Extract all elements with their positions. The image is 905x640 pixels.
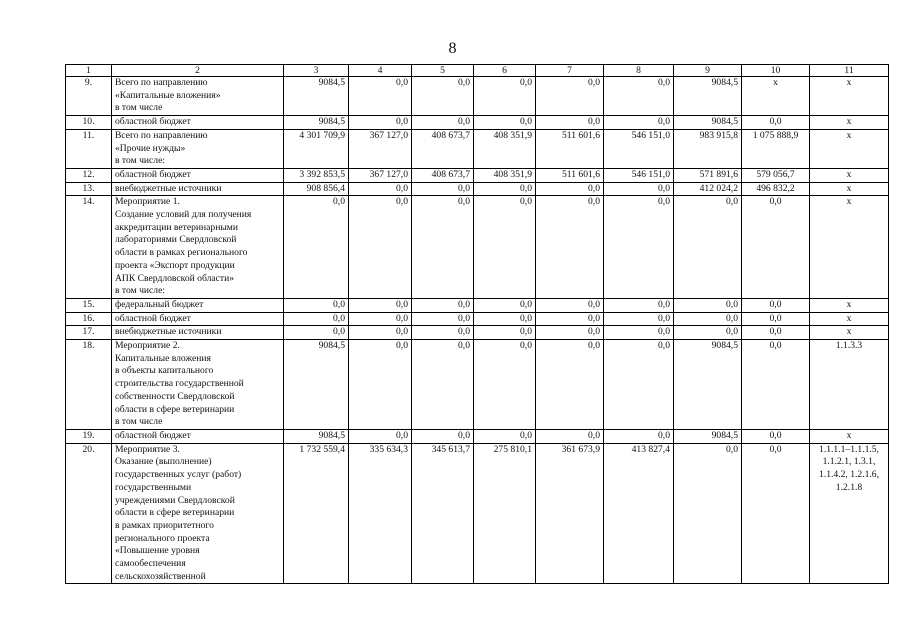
amount-cell: 413 827,4 [604,443,674,584]
row-number: 20. [66,443,112,584]
amount-cell: 0,0 [412,326,474,340]
amount-cell: 0,0 [412,196,474,299]
description-line: «Капитальные вложения» [115,89,221,101]
amount-cell: 0,0 [284,196,349,299]
header-cell: 6 [474,65,536,77]
table-row [66,116,889,130]
description-line: строительства государственной [115,378,244,390]
amount-cell-col10: 0,0 [742,429,810,443]
amount-cell: 0,0 [674,443,742,584]
amount-cell: 546 151,0 [604,168,674,182]
description-line: АПК Свердловской области» [115,272,235,284]
table-row [66,129,889,168]
amount-cell-col10: 0,0 [742,116,810,130]
description-line: «Повышение уровня [115,545,200,557]
amount-cell: 3 392 853,5 [284,168,349,182]
amount-cell: 0,0 [349,196,412,299]
amount-cell: 0,0 [474,326,536,340]
amount-cell: 0,0 [412,312,474,326]
header-cell: 7 [536,65,604,77]
budget-table [65,64,889,584]
target-indicator-cell: 1.1.3.3 [810,340,889,430]
table-row [66,182,889,196]
amount-cell: 412 024,2 [674,182,742,196]
description-line: государственными [115,481,192,493]
table-row [66,429,889,443]
table-row [66,196,889,299]
amount-cell-col10: 0,0 [742,326,810,340]
amount-cell: 0,0 [536,77,604,116]
amount-cell: 408 351,9 [474,168,536,182]
amount-cell: 0,0 [412,116,474,130]
row-number: 15. [66,298,112,312]
amount-cell: 0,0 [412,77,474,116]
amount-cell: 0,0 [412,298,474,312]
amount-cell: 408 673,7 [412,168,474,182]
description-line: Всего по направлению [115,77,208,88]
description-line: Мероприятие 1. [115,196,180,208]
row-description [112,340,284,430]
amount-cell: 0,0 [474,77,536,116]
amount-cell: 0,0 [536,196,604,299]
description-line: лабораториями Свердловской [115,234,237,246]
amount-cell: 0,0 [604,312,674,326]
amount-cell-col10: 1 075 888,9 [742,129,810,168]
header-row [66,65,889,77]
description-line: аккредитации ветеринарными [115,221,238,233]
amount-cell: 0,0 [349,326,412,340]
description-line: собственности Свердловской [115,390,235,402]
description-line: в объекты капитального [115,365,214,377]
amount-cell: 408 351,9 [474,129,536,168]
amount-cell: 0,0 [604,116,674,130]
row-description [112,326,284,340]
description-line: области в сфере ветеринарии [115,507,235,519]
table-row [66,298,889,312]
row-number: 19. [66,429,112,443]
header-cell: 10 [742,65,810,77]
row-number: 13. [66,182,112,196]
amount-cell: 9084,5 [674,429,742,443]
target-indicator-cell: х [810,168,889,182]
header-cell: 1 [66,65,112,77]
amount-cell: 0,0 [349,116,412,130]
row-description [112,443,284,584]
row-number: 16. [66,312,112,326]
amount-cell: 0,0 [284,298,349,312]
row-description [112,429,284,443]
amount-cell: 0,0 [536,429,604,443]
row-number: 17. [66,326,112,340]
amount-cell: 0,0 [536,116,604,130]
amount-cell: 367 127,0 [349,168,412,182]
amount-cell: 9084,5 [674,77,742,116]
description-line: в том числе: [115,285,166,297]
amount-cell-col10: 0,0 [742,298,810,312]
description-line: проекта «Экспорт продукции [115,259,235,271]
amount-cell: 275 810,1 [474,443,536,584]
row-description [112,129,284,168]
table-row [66,77,889,116]
amount-cell: 0,0 [474,312,536,326]
table-row [66,326,889,340]
description-line: области в сфере ветеринарии [115,403,235,415]
amount-cell-col10: 0,0 [742,196,810,299]
target-indicator-cell: х [810,298,889,312]
amount-cell: 0,0 [674,326,742,340]
amount-cell: 0,0 [474,429,536,443]
amount-cell-col10: 496 832,2 [742,182,810,196]
amount-cell: 0,0 [349,429,412,443]
description-line: в том числе: [115,155,166,167]
row-number: 10. [66,116,112,130]
amount-cell: 0,0 [674,312,742,326]
amount-cell: 0,0 [284,326,349,340]
table-row [66,312,889,326]
row-number: 14. [66,196,112,299]
amount-cell: 0,0 [474,182,536,196]
amount-cell-col10: 0,0 [742,340,810,430]
amount-cell: 0,0 [604,196,674,299]
header-cell: 8 [604,65,674,77]
target-indicator-cell: х [810,116,889,130]
row-number: 18. [66,340,112,430]
amount-cell: 0,0 [474,340,536,430]
amount-cell: 335 634,3 [349,443,412,584]
description-line: области в рамках регионального [115,247,248,259]
header-cell: 3 [284,65,349,77]
amount-cell: 367 127,0 [349,129,412,168]
header-cell: 11 [810,65,889,77]
amount-cell: 0,0 [412,340,474,430]
amount-cell: 0,0 [284,312,349,326]
table-row [66,168,889,182]
header-cell: 2 [112,65,284,77]
amount-cell: 908 856,4 [284,182,349,196]
amount-cell-col10: 0,0 [742,443,810,584]
description-line: сельскохозяйственной [115,570,206,582]
amount-cell: 0,0 [474,298,536,312]
amount-cell: 0,0 [536,312,604,326]
amount-cell: 0,0 [349,298,412,312]
amount-cell: 511 601,6 [536,129,604,168]
amount-cell: 546 151,0 [604,129,674,168]
amount-cell: 0,0 [536,182,604,196]
amount-cell: 408 673,7 [412,129,474,168]
target-indicator-cell: 1.1.1.1–1.1.1.5, 1.1.2.1, 1.3.1, 1.1.4.2, 1.2.1.6, 1.2.1.8 [810,443,889,584]
target-indicator-cell: х [810,196,889,299]
amount-cell: 0,0 [604,77,674,116]
description-line: Создание условий для получения [115,209,252,221]
amount-cell: 0,0 [536,298,604,312]
amount-cell-col10: х [742,77,810,116]
row-description [112,168,284,182]
row-description [112,116,284,130]
amount-cell: 0,0 [604,326,674,340]
target-indicator-cell: х [810,77,889,116]
header-cell: 4 [349,65,412,77]
row-number: 12. [66,168,112,182]
target-indicator-cell: х [810,182,889,196]
target-indicator-cell: х [810,429,889,443]
description-line: внебюджетные источники [115,326,222,338]
amount-cell: 0,0 [349,340,412,430]
amount-cell: 0,0 [412,182,474,196]
description-line: самообеспечения [115,558,186,570]
amount-cell: 0,0 [604,429,674,443]
row-number: 9. [66,77,112,116]
amount-cell: 345 613,7 [412,443,474,584]
amount-cell: 4 301 709,9 [284,129,349,168]
amount-cell: 1 732 559,4 [284,443,349,584]
description-line: Мероприятие 3. [115,443,180,455]
amount-cell-col10: 0,0 [742,312,810,326]
amount-cell: 0,0 [604,340,674,430]
amount-cell: 361 673,9 [536,443,604,584]
amount-cell: 0,0 [349,77,412,116]
description-line: областной бюджет [115,168,191,180]
amount-cell: 0,0 [412,429,474,443]
amount-cell: 0,0 [474,196,536,299]
row-description [112,196,284,299]
amount-cell-col10: 579 056,7 [742,168,810,182]
target-indicator-cell: х [810,129,889,168]
amount-cell: 0,0 [536,326,604,340]
amount-cell: 0,0 [674,196,742,299]
description-line: Мероприятие 2. [115,340,180,352]
row-description [112,312,284,326]
table-row [66,340,889,430]
table-row [66,443,889,584]
amount-cell: 9084,5 [284,340,349,430]
header-cell: 5 [412,65,474,77]
amount-cell: 0,0 [604,298,674,312]
row-number: 11. [66,129,112,168]
description-line: внебюджетные источники [115,182,222,194]
amount-cell: 0,0 [349,312,412,326]
description-line: в рамках приоритетного [115,519,214,531]
amount-cell: 0,0 [674,298,742,312]
target-indicator-cell: х [810,312,889,326]
description-line: областной бюджет [115,429,191,441]
row-description [112,182,284,196]
header-cell: 9 [674,65,742,77]
row-description [112,298,284,312]
amount-cell: 0,0 [536,340,604,430]
target-indicator-cell: х [810,326,889,340]
description-line: федеральный бюджет [115,298,204,310]
amount-cell: 9084,5 [674,116,742,130]
description-line: Капитальные вложения [115,352,211,364]
amount-cell: 571 891,6 [674,168,742,182]
description-line: «Прочие нужды» [115,142,186,154]
row-description [112,77,284,116]
page-number: 8 [448,40,457,57]
description-line: регионального проекта [115,532,210,544]
amount-cell: 983 915,8 [674,129,742,168]
table-body [66,65,889,584]
amount-cell: 0,0 [604,182,674,196]
amount-cell: 0,0 [474,116,536,130]
description-line: в том числе [115,416,163,428]
amount-cell: 9084,5 [284,116,349,130]
description-line: учреждениями Свердловской [115,494,235,506]
description-line: Оказание (выполнение) [115,456,212,468]
amount-cell: 9084,5 [284,77,349,116]
amount-cell: 511 601,6 [536,168,604,182]
description-line: областной бюджет [115,312,191,324]
amount-cell: 9084,5 [674,340,742,430]
description-line: Всего по направлению [115,129,208,141]
description-line: областной бюджет [115,116,191,128]
amount-cell: 9084,5 [284,429,349,443]
description-line: государственных услуг (работ) [115,469,242,481]
description-line: в том числе [115,102,163,114]
amount-cell: 0,0 [349,182,412,196]
